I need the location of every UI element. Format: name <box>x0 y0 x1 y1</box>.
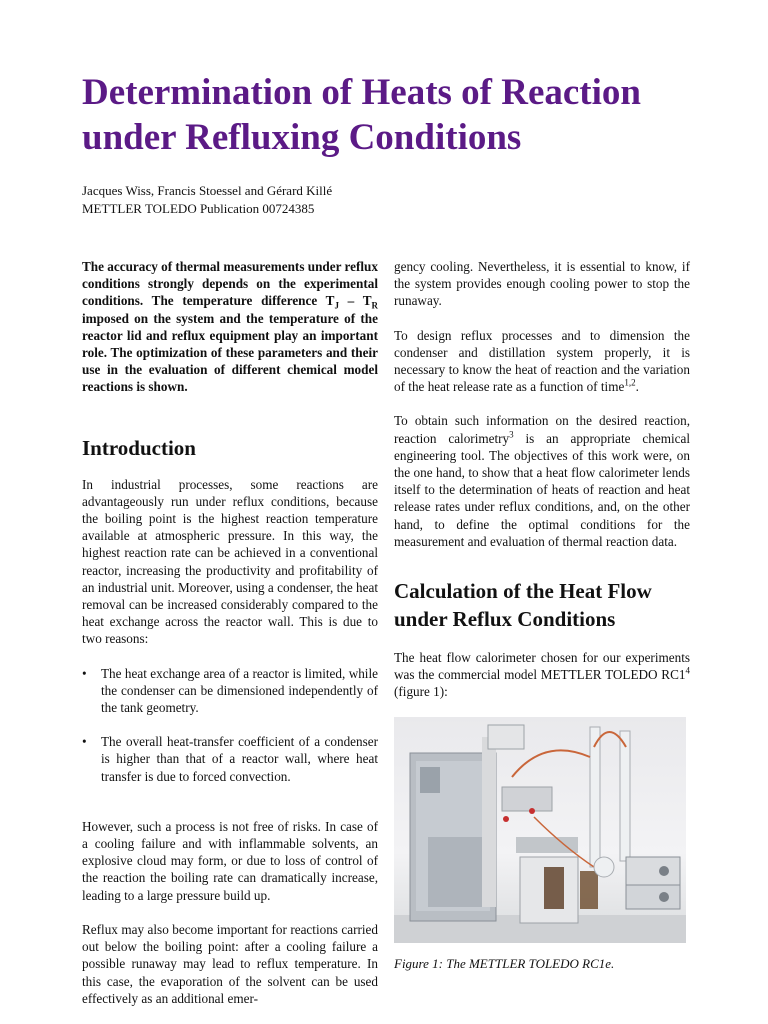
right-paragraph-2: To design reflux processes and to dimension the condenser and distillation system properly, it is necessary to know the heat of reaction and the variation of the heat release rate as a function of time$^{1,2}$. <box>394 327 690 395</box>
intro-paragraph-1: In industrial processes, some reactions are advantageously run under reflux conditions, because the boiling point is the highest reaction temperature available at atmospheric pressure. In this way, the highest reaction rate can be achieved in a conventional reactor, increasing the productivity and profitability of an industrial unit. Moreover, using a condenser, the heat removal can be increased considerably compared to the heat exchange across the reactor wall. This is due to two reasons: <box>82 476 378 647</box>
calorimeter-illustration <box>394 717 686 943</box>
right-paragraph-1: gency cooling. Nevertheless, it is essential to know, if the system provides enough cooling power to stop the runaway. <box>394 259 690 309</box>
page-title: Determination of Heats of Reaction under Refluxing Conditions <box>82 72 641 158</box>
intro-paragraph-3: Reflux may also become important for reactions carried out below the boiling point: after a cooling failure a possible runaway may lead to reflux temperature. In this case, the evaporation of the solvent can be used effectively as an additional emer- <box>82 921 378 1006</box>
bullet-icon: • <box>82 734 87 750</box>
right-paragraph-4: The heat flow calorimeter chosen for our experiments was the commercial model METTLER TOLEDO $RC1^4$ (figure 1): <box>394 650 690 700</box>
introduction-heading: Introduction <box>82 435 196 460</box>
calorimeter-figure <box>394 717 686 943</box>
author-block <box>82 182 482 218</box>
abstract: The accuracy of thermal measurements under reflux conditions strongly depends on the experimental conditions. The temperature difference $T_J - T_R$ imposed on the system and the temperature of the reactor lid and reflux equipment play an important role. The optimization of these parameters and their use in the evaluation of different chemical model reactions is shown. <box>82 259 379 395</box>
figure-caption: Figure 1: The METTLER TOLEDO RC1e. <box>394 955 615 971</box>
intro-paragraph-2: However, such a process is not free of risks. In case of a cooling failure and with inflammable solvents, an explosive cloud may form, or due to loss of control of the reaction the boiling rate can dramatically increase, leading to a large pressure build up. <box>82 818 378 903</box>
list-item: • The overall heat-transfer coefficient of a condenser is higher than that of a reactor wall, where heat transfer is due to forced convection. <box>82 734 378 784</box>
reasons-list <box>82 665 378 785</box>
right-column <box>394 258 690 972</box>
publication-line: METTLER TOLEDO Publication 00724385 <box>82 201 315 216</box>
bullet-icon: • <box>82 665 87 681</box>
author-names: Jacques Wiss, Francis Stoessel and Gérard Killé <box>82 183 333 198</box>
calculation-heading: Calculation of the Heat Flow under Reflux Conditions <box>394 579 652 632</box>
list-item: • The heat exchange area of a reactor is limited, while the condenser can be dimensioned independently of the tank geometry. <box>82 665 378 716</box>
right-paragraph-3: To obtain such information on the desired reaction, reaction calorimetry$^3$ is an appropriate chemical engineering tool. The objectives of this work were, on the one hand, to show that a heat flow calorimeter lends itself to the determination of heats of reaction and heat release rates under reflux conditions, and, on the other hand, to define the optimal conditions for the measurement and evaluation of thermal reaction data. <box>394 413 690 549</box>
left-column <box>82 258 378 1007</box>
